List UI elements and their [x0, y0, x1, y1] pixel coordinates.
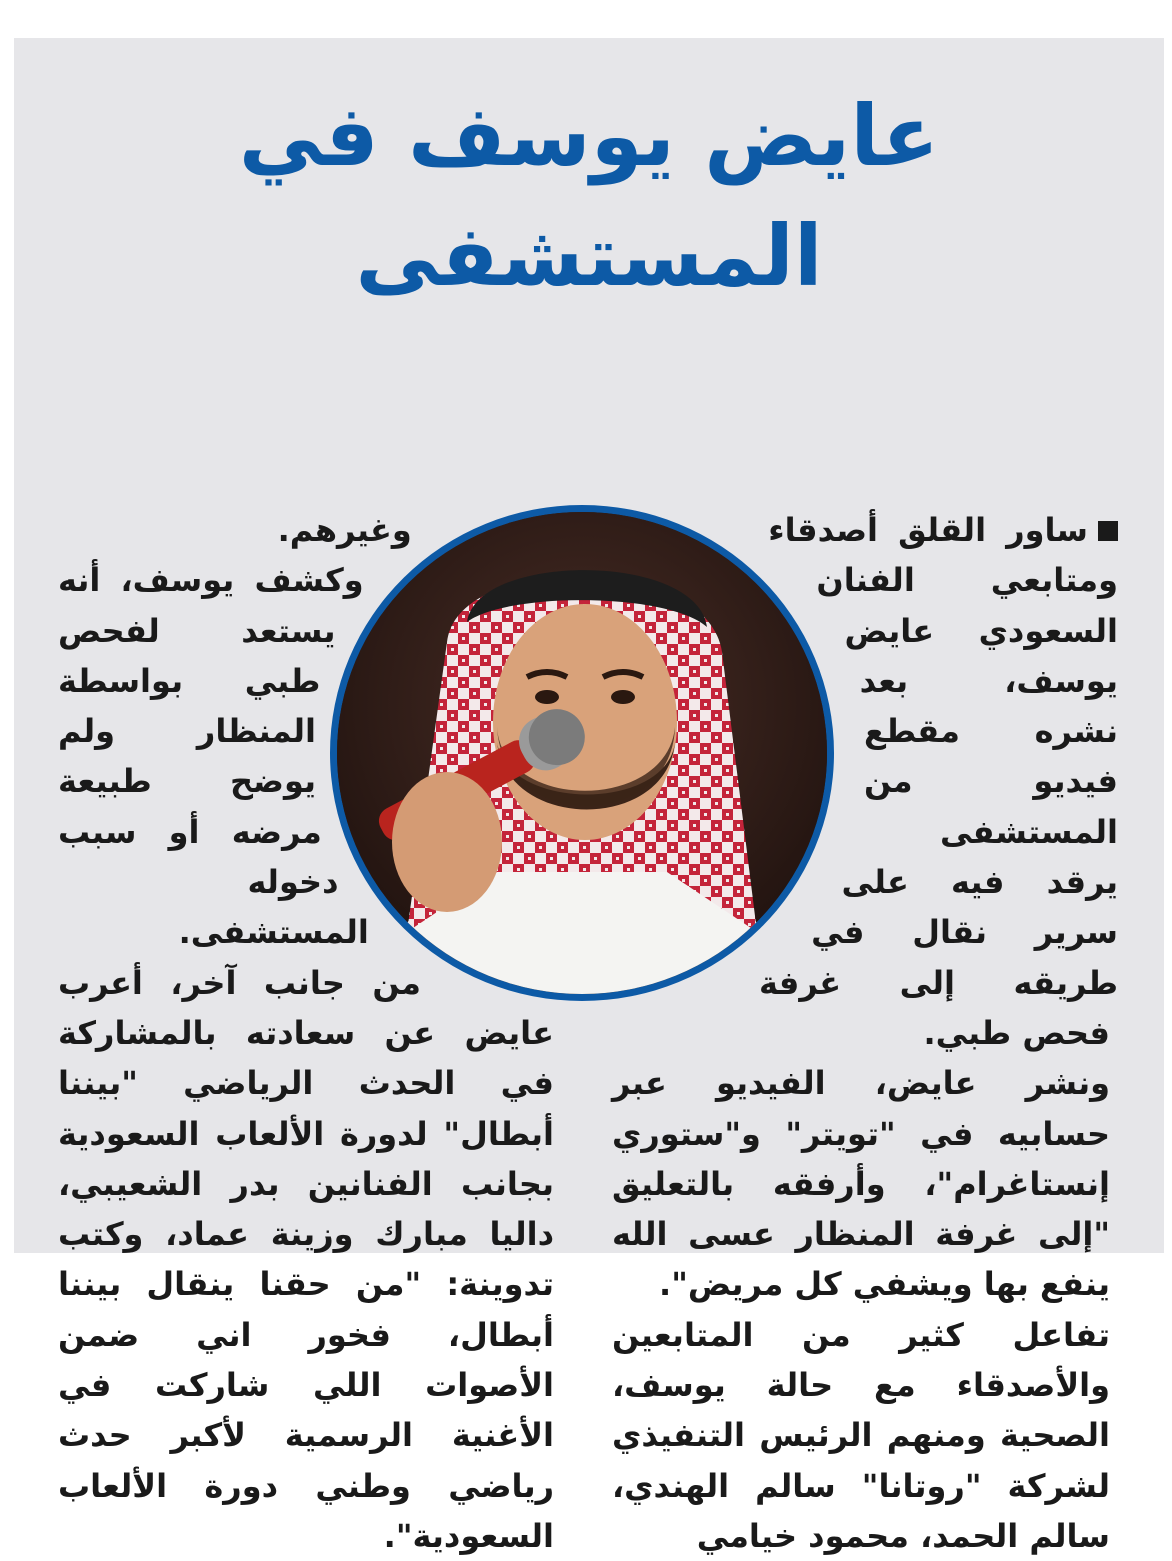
- paragraph-5: وكشف يوسف، أنه يستعد لفحص طبي بواسطة المنظار ولم يوضح طبيعة مرضه أو سبب دخوله المستشفى.: [58, 561, 369, 952]
- headline: عايض يوسف في المستشفى: [238, 87, 940, 305]
- bullet-square-icon: [1098, 521, 1118, 541]
- singer-photo: [330, 505, 834, 1001]
- paragraph-6: من جانب آخر، أعرب عايض عن سعادته بالمشاركة في الحدث الرياضي "بيننا أبطال" لدورة الألعاب السعودية بجانب الفنانين بدر الشعيبي، داليا مبارك وزينة عماد، وكتب تدوينة: "من حقنا ينقال بيننا أبطال، فخور اني ضمن الأصوات اللي شاركت في الأغنية الرسمية لأكبر حدث رياضي وطني دورة الألعاب السعودية".: [58, 963, 554, 1555]
- paragraph-1: ساور القلق أصدقاء ومتابعي الفنان السعودي عايض يوسف، بعد نشره مقطع فيديو من المستشفى يرقد فيه على سرير نقال في طريقه إلى غرفة فحص طبي.: [759, 511, 1118, 1052]
- paragraph-3: تفاعل كثير من المتابعين والأصدقاء مع حالة يوسف، الصحية ومنهم الرئيس التنفيذي لشركة "روتانا" سالم الهندي، سالم الحمد، محمود خيامي: [612, 1315, 1110, 1555]
- paragraph-4: وغيرهم.: [277, 511, 412, 549]
- singer-photo-illustration: [337, 512, 827, 994]
- paragraph-2: ونشر عايض، الفيديو عبر حسابيه في "تويتر" و"ستوري إنستاغرام"، وأرفقه بالتعليق "إلى غرفة المنظار عسى الله ينفع بها ويشفي كل مريض".: [612, 1064, 1110, 1304]
